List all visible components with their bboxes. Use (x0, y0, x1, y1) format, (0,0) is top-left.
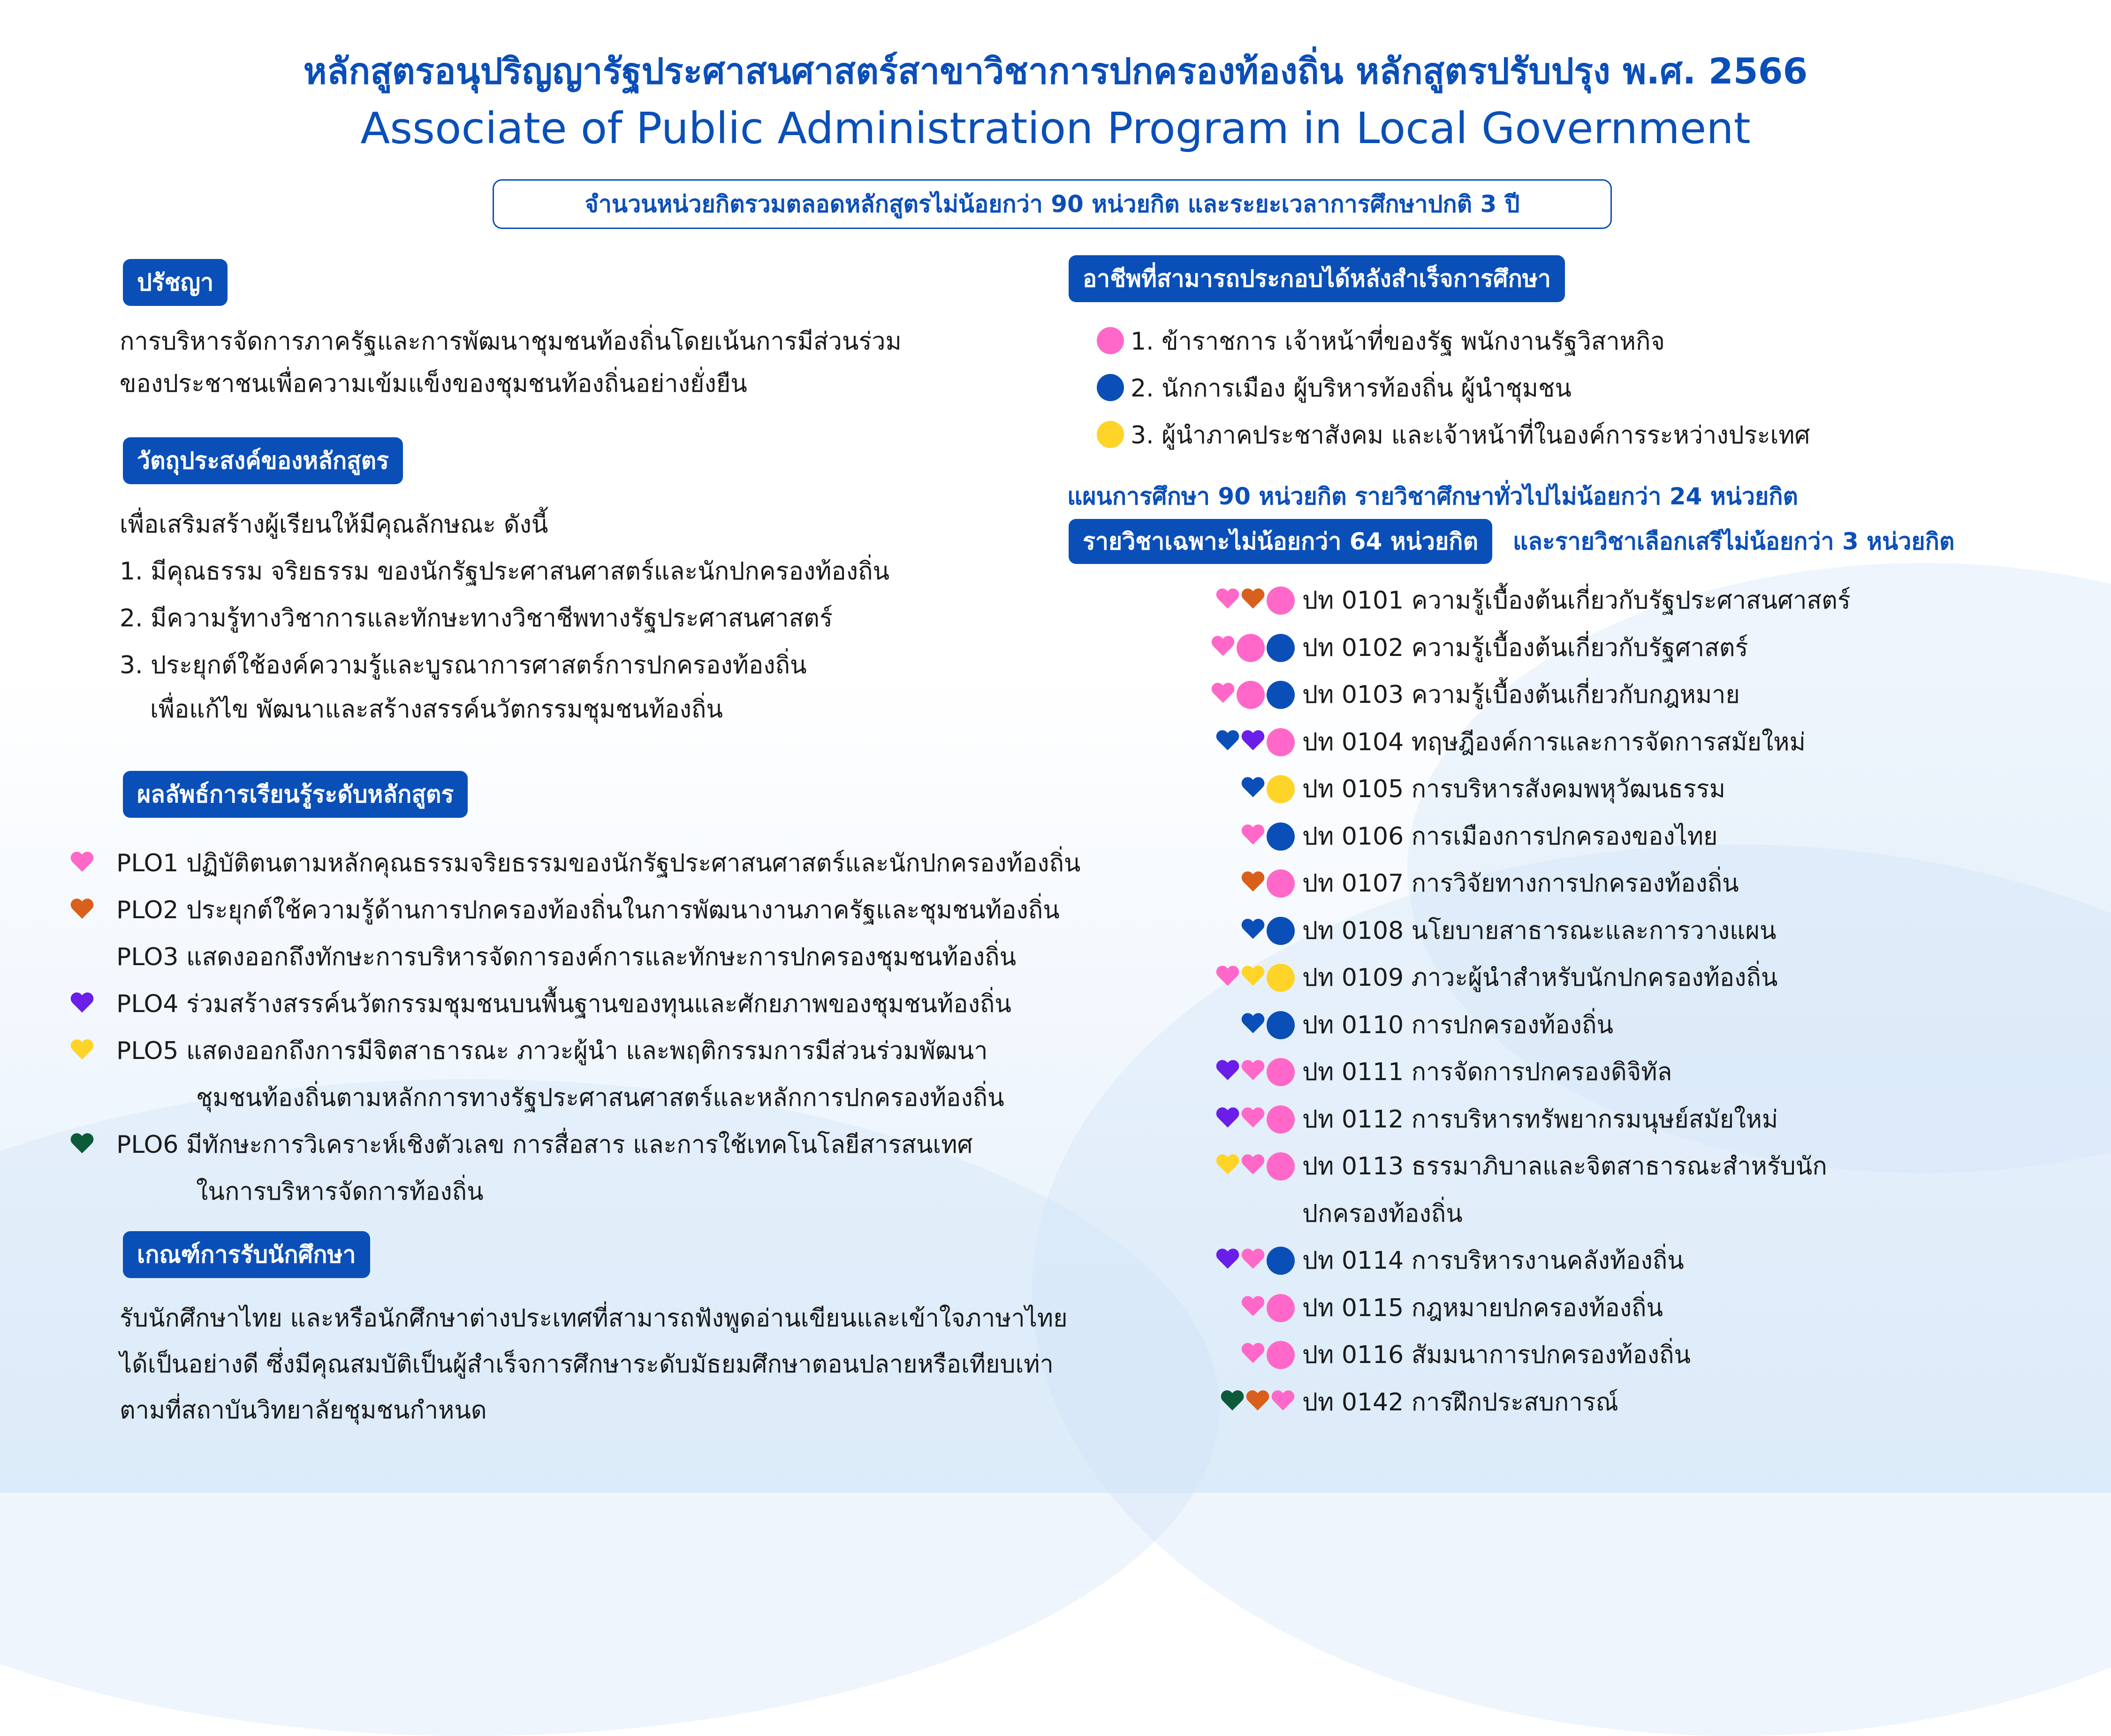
plo-item (70, 840, 1080, 887)
pink-circle-icon (1237, 634, 1265, 662)
purple-heart-icon (1241, 731, 1265, 754)
pink-circle-icon (1267, 1152, 1295, 1180)
pink-heart-icon (1241, 1155, 1265, 1178)
course-item: ปท 0108 นโยบายสาธารณะและการวางแผน (1302, 916, 1777, 945)
purple-heart-icon (1216, 1249, 1239, 1272)
yellow-heart-icon (1241, 966, 1265, 990)
course-plo-icons (1182, 624, 1295, 671)
pink-circle-icon (1267, 728, 1295, 756)
admission-heading: เกณฑ์การรับนักศึกษา (123, 1231, 370, 1278)
course-plo-icons (1182, 1143, 1295, 1190)
objective-line: 1. มีคุณธรรม จริยธรรม ของนักรัฐประศาสนศาสตร์และนักปกครองท้องถิ่น (120, 557, 890, 586)
plo-text: ในการบริหารจัดการท้องถิ่น (196, 1178, 484, 1206)
career-item (1097, 317, 1665, 364)
course-item: ปท 0106 การเมืองการปกครองของไทย (1302, 822, 1718, 851)
philosophy-line: ของประชาชนเพื่อความเข้มแข็งของชุมชนท้องถิ่นอย่างยั่งยืน (120, 370, 747, 398)
pink-heart-icon (1241, 1343, 1265, 1367)
pink-heart-icon (1216, 589, 1239, 612)
course-item: ปท 0112 การบริหารทรัพยากรมนุษย์สมัยใหม่ (1302, 1105, 1778, 1134)
yellow-heart-icon (70, 1040, 94, 1063)
specific-courses-pill: รายวิชาเฉพาะไม่น้อยกว่า 64 หน่วยกิต (1069, 519, 1492, 564)
blue-heart-icon (1241, 777, 1265, 801)
course-plo-icons (1182, 954, 1295, 1001)
course-item: ปท 0111 การจัดการปกครองดิจิทัล (1302, 1058, 1672, 1086)
course-item: ปท 0105 การบริหารสังคมพหุวัฒนธรรม (1302, 775, 1725, 803)
pink-heart-icon (1211, 636, 1235, 660)
green-heart-icon (1221, 1391, 1244, 1414)
plo-text: PLO3 แสดงออกถึงทักษะการบริหารจัดการองค์การและทักษะการปกครองชุมชนท้องถิ่น (116, 943, 1017, 971)
course-plo-icons (1182, 1002, 1295, 1049)
blue-heart-icon (1241, 919, 1265, 943)
orange-heart-icon (1241, 872, 1265, 895)
plo-heading: ผลลัพธ์การเรียนรู้ระดับหลักสูตร (123, 771, 468, 818)
purple-heart-icon (70, 993, 94, 1016)
objective-line: เพื่อแก้ไข พัฒนาและสร้างสรรค์นวัตกรรมชุมชนท้องถิ่น (150, 695, 723, 723)
pink-heart-icon (1241, 825, 1265, 848)
yellow-heart-icon (1216, 1155, 1239, 1178)
course-item: ปท 0102 ความรู้เบื้องต้นเกี่ยวกับรัฐศาสตร์ (1302, 633, 1748, 662)
plo-text: PLO1 ปฏิบัติตนตามหลักคุณธรรมจริยธรรมของนักรัฐประศาสนศาสตร์และนักปกครองท้องถิ่น (116, 849, 1081, 877)
plo-text: PLO5 แสดงออกถึงการมีจิตสาธารณะ ภาวะผู้นำ และพฤติกรรมการมีส่วนร่วมพัฒนา (116, 1037, 988, 1065)
pink-heart-icon (1241, 1108, 1265, 1131)
plo-text: ชุมชนท้องถิ่นตามหลักการทางรัฐประศาสนศาสตร์และหลักการปกครองท้องถิ่น (196, 1084, 1004, 1112)
blue-circle-icon (1267, 681, 1295, 709)
pink-circle-icon (1267, 586, 1295, 615)
blue-heart-icon (1241, 1013, 1265, 1037)
course-plo-icons (1182, 766, 1295, 813)
course-plo-icons (1182, 907, 1295, 954)
plo-item (70, 1028, 987, 1074)
plo-item-continuation (70, 1168, 484, 1215)
course-plo-icons (1182, 1332, 1295, 1378)
course-item: ปท 0104 ทฤษฎีองค์การและการจัดการสมัยใหม่ (1302, 728, 1806, 756)
course-item: ปท 0114 การบริหารงานคลังท้องถิ่น (1302, 1247, 1684, 1275)
course-plo-icons (1182, 1237, 1295, 1284)
plo-item (70, 1121, 972, 1168)
career-item (1097, 364, 1572, 411)
objective-line: เพื่อเสริมสร้างผู้เรียนให้มีคุณลักษณะ ดังนี้ (120, 510, 548, 539)
pink-heart-icon (1241, 1249, 1265, 1272)
course-item: ปท 0107 การวิจัยทางการปกครองท้องถิ่น (1302, 869, 1739, 898)
blue-circle-icon (1267, 1247, 1295, 1275)
course-plo-icons (1182, 719, 1295, 766)
credit-summary-box (493, 179, 1612, 229)
course-item: ปท 0110 การปกครองท้องถิ่น (1302, 1011, 1614, 1039)
plo-text: PLO2 ประยุกต์ใช้ความรู้ด้านการปกครองท้องถิ่นในการพัฒนางานภาครัฐและชุมชนท้องถิ่น (116, 896, 1060, 924)
course-item: ปท 0109 ภาวะผู้นำสำหรับนักปกครองท้องถิ่น (1302, 964, 1778, 992)
pink-heart-icon (1216, 966, 1239, 990)
course-item: ปท 0142 การฝึกประสบการณ์ (1302, 1388, 1618, 1416)
blue-circle-icon (1267, 822, 1295, 851)
yellow-circle-icon (1267, 964, 1295, 992)
yellow-dot-icon (1097, 421, 1124, 448)
career-text: 3. ผู้นำภาคประชาสังคม และเจ้าหน้าที่ในองค์การระหว่างประเทศ (1131, 421, 1810, 449)
pink-circle-icon (1267, 1341, 1295, 1369)
plo-item-continuation (70, 1074, 1004, 1121)
course-plo-icons (1182, 671, 1295, 718)
philosophy-line: การบริหารจัดการภาครัฐและการพัฒนาชุมชนท้องถิ่นโดยเน้นการมีส่วนร่วม (120, 327, 902, 356)
blue-dot-icon (1097, 374, 1124, 401)
plo-text: PLO4 ร่วมสร้างสรรค์นวัตกรรมชุมชนบนพื้นฐานของทุนและศักยภาพของชุมชนท้องถิ่น (116, 990, 1011, 1018)
blue-circle-icon (1267, 917, 1295, 945)
course-plo-icons (1182, 1096, 1295, 1143)
pink-circle-icon (1267, 1058, 1295, 1086)
course-plo-icons (1182, 813, 1295, 860)
plo-item (70, 887, 1060, 934)
career-item (1097, 411, 1810, 458)
careers-heading: อาชีพที่สามารถประกอบได้หลังสำเร็จการศึกษา (1069, 255, 1565, 302)
plo-item (70, 934, 1016, 981)
orange-heart-icon (1246, 1391, 1269, 1414)
orange-heart-icon (1241, 589, 1265, 612)
blue-heart-icon (1216, 731, 1239, 754)
career-text: 2. นักการเมือง ผู้บริหารท้องถิ่น ผู้นำชุมชน (1131, 374, 1572, 403)
pink-heart-icon (1211, 683, 1235, 707)
pink-dot-icon (1097, 327, 1124, 354)
elective-courses-note: และรายวิชาเลือกเสรีไม่น้อยกว่า 3 หน่วยกิต (1513, 528, 1955, 555)
course-plo-icons (1182, 1379, 1295, 1426)
admission-line: ได้เป็นอย่างดี ซึ่งมีคุณสมบัติเป็นผู้สำเร็จการศึกษาระดับมัธยมศึกษาตอนปลายหรือเทียบเท่า (120, 1350, 1054, 1378)
course-plo-icons (1182, 577, 1295, 624)
course-plo-icons (1182, 1285, 1295, 1332)
pink-circle-icon (1267, 869, 1295, 898)
pink-heart-icon (1271, 1391, 1295, 1414)
philosophy-heading: ปรัชญา (123, 259, 228, 306)
pink-circle-icon (1267, 1105, 1295, 1134)
course-item-continuation: ปกครองท้องถิ่น (1302, 1199, 1463, 1228)
study-plan-summary: แผนการศึกษา 90 หน่วยกิต รายวิชาศึกษาทั่วไปไม่น้อยกว่า 24 หน่วยกิต (1067, 483, 1798, 510)
plo-text: PLO6 มีทักษะการวิเคราะห์เชิงตัวเลข การสื่อสาร และการใช้เทคโนโลยีสารสนเทศ (116, 1131, 973, 1159)
course-item: ปท 0103 ความรู้เบื้องต้นเกี่ยวกับกฎหมาย (1302, 681, 1740, 709)
admission-line: รับนักศึกษาไทย และหรือนักศึกษาต่างประเทศที่สามารถฟังพูดอ่านเขียนและเข้าใจภาษาไทย (120, 1304, 1068, 1332)
objectives-heading: วัตถุประสงค์ของหลักสูตร (123, 437, 403, 484)
green-heart-icon (70, 1134, 94, 1157)
pink-circle-icon (1267, 1294, 1295, 1322)
purple-heart-icon (1216, 1108, 1239, 1131)
pink-circle-icon (1237, 681, 1265, 709)
course-plo-icons (1182, 1049, 1295, 1096)
page-title-thai: หลักสูตรอนุปริญญารัฐประศาสนศาสตร์สาขาวิชาการปกครองท้องถิ่น หลักสูตรปรับปรุง พ.ศ. 2566 (303, 50, 1808, 92)
purple-heart-icon (1216, 1060, 1239, 1084)
course-item: ปท 0115 กฎหมายปกครองท้องถิ่น (1302, 1294, 1663, 1322)
course-item: ปท 0113 ธรรมาภิบาลและจิตสาธารณะสำหรับนัก (1302, 1152, 1827, 1180)
credit-summary-text: จำนวนหน่วยกิตรวมตลอดหลักสูตรไม่น้อยกว่า 90 หน่วยกิต และระยะเวลาการศึกษาปกติ 3 ปี (585, 190, 1520, 218)
admission-line: ตามที่สถาบันวิทยาลัยชุมชนกำหนด (120, 1396, 487, 1424)
objective-line: 3. ประยุกต์ใช้องค์ความรู้และบูรณาการศาสตร์การปกครองท้องถิ่น (120, 651, 807, 679)
orange-heart-icon (70, 899, 94, 922)
course-item: ปท 0101 ความรู้เบื้องต้นเกี่ยวกับรัฐประศาสนศาสตร์ (1302, 586, 1851, 615)
blue-circle-icon (1267, 634, 1295, 662)
plo-item (70, 981, 1011, 1028)
pink-heart-icon (1241, 1296, 1265, 1320)
page-title-english: Associate of Public Administration Program in Local Government (360, 103, 1751, 153)
objective-line: 2. มีความรู้ทางวิชาการและทักษะทางวิชาชีพทางรัฐประศาสนศาสตร์ (120, 604, 833, 632)
blue-circle-icon (1267, 1011, 1295, 1039)
yellow-circle-icon (1267, 775, 1295, 803)
course-plo-icons (1182, 860, 1295, 907)
pink-heart-icon (70, 852, 94, 876)
career-text: 1. ข้าราชการ เจ้าหน้าที่ของรัฐ พนักงานรัฐวิสาหกิจ (1131, 327, 1665, 356)
course-item: ปท 0116 สัมมนาการปกครองท้องถิ่น (1302, 1341, 1691, 1369)
pink-heart-icon (1241, 1060, 1265, 1084)
